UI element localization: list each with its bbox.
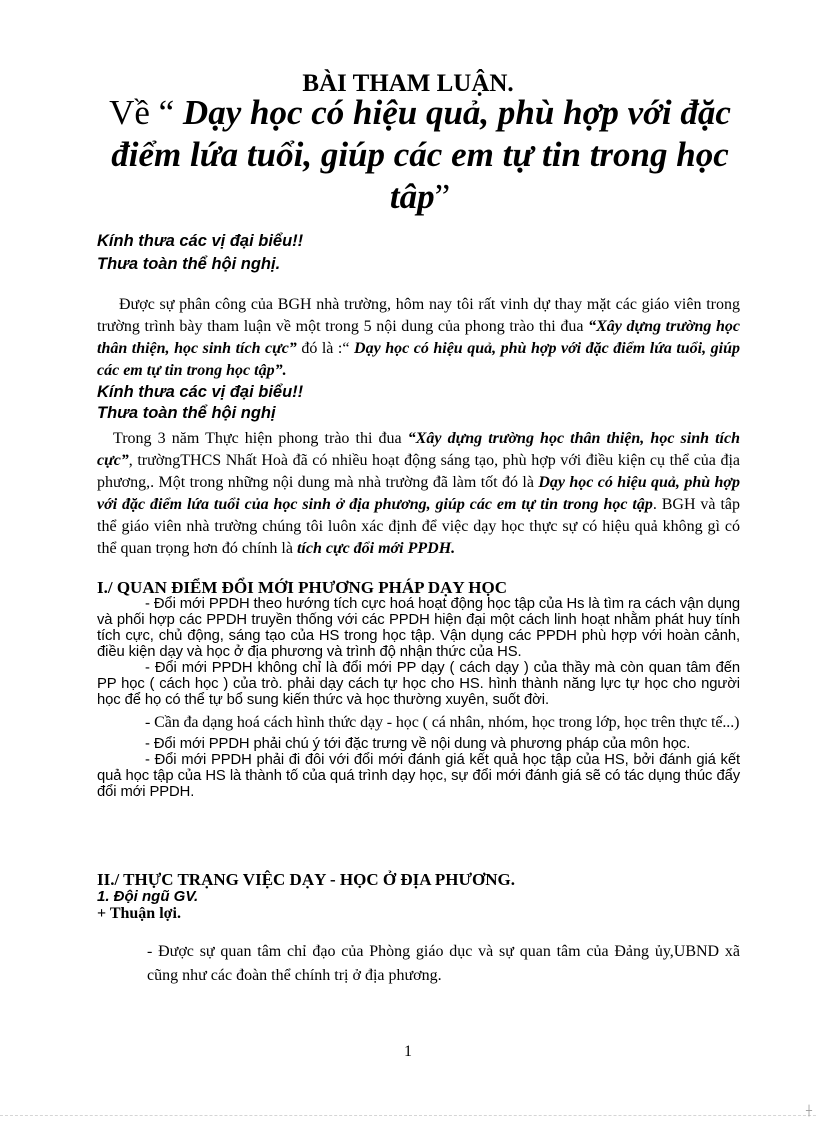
body-text-1: Trong 3 năm Thực hiện phong trào thi đua: [113, 430, 408, 447]
greeting-line-1: Kính thưa các vị đại biểu!!: [97, 232, 304, 250]
cursor-mark-icon: ┼: [806, 1106, 813, 1117]
list-item: - Đổi mới PPDH phải đi đôi với đổi mới đánh giá kết quả học tập của HS, bởi đánh giá kết quả học tập của HS là thành tố của quá trình dạy học, sự đổi mới đánh giá sẽ có tác dụng thúc đẩy đổi mới PPDH.: [97, 752, 740, 800]
intro-topic: Dạy học có hiệu quả, phù hợp với đặc điểm lứa tuổi, giúp các em tự tin trong học tập”.: [97, 340, 741, 379]
list-item: - Đổi mới PPDH theo hướng tích cực hoá hoạt động học tập của Hs là tìm ra cách vận dụng và phối hợp các PPDH truyền thống với các PPDH hiện đại một cách linh hoạt nhằm phát huy tính tích cực, chủ động, sáng tạo của HS trong học tập. Vận dụng các PPDH phù hợp với hoàn cảnh, điều kiện dạy và học ở địa phương và trình độ nhận thức của HS.: [97, 596, 740, 660]
section-2-heading: II./ THỰC TRẠNG VIỆC DẠY - HỌC Ở ĐỊA PHƯƠNG.: [97, 870, 515, 889]
greeting-line-2: Thưa toàn thể hội nghị.: [97, 255, 281, 273]
body-topic: Dạy học có hiệu quả, phù hợp với đặc điểm lứa tuổi của học sinh ở địa phương, giúp các em tự tin trong học tập: [97, 474, 741, 513]
list-item: - Cần đa dạng hoá cách hình thức dạy - học ( cá nhân, nhóm, học trong lớp, học trên thực tế...): [145, 714, 740, 731]
intro-text: Được sự phân công của BGH nhà trường, hôm nay tôi rất vinh dự thay mặt các giáo viên trong trường trình bày tham luận về một trong 5 nội dung của phong trào thi đua: [97, 296, 740, 335]
greeting2-line-2: Thưa toàn thể hội nghị: [97, 404, 276, 422]
body-conclusion: tích cực đổi mới PPDH.: [296, 540, 456, 557]
plus-sign: +: [97, 905, 110, 922]
document-title: BÀI THAM LUẬN.: [302, 70, 514, 97]
greeting2-line-1: Kính thưa các vị đại biểu!!: [97, 383, 304, 401]
list-item: - Đổi mới PPDH phải chú ý tới đặc trưng về nội dung và phương pháp của môn học.: [145, 736, 691, 752]
intro-movement-name: “Xây dựng trường học thân thiện, học sinh tích cực”: [97, 318, 741, 357]
section-1-list: [97, 596, 740, 800]
subtitle-prefix: Về “: [109, 93, 183, 132]
page-bottom-divider: [0, 1115, 816, 1116]
subtitle-quote: Dạy học có hiệu quả, phù hợp với đặc điểm lứa tuổi, giúp các em tự tin trong học tâp: [111, 93, 731, 216]
intro-text-2: đó là :“: [296, 340, 355, 357]
list-item: - Đổi mới PPDH không chỉ là đổi mới PP dạy ( cách dạy ) của thầy mà còn quan tâm đến PP học ( cách học ) của trò. phải dạy cách tự học cho HS. hình thành năng lực tự học cho người học để họ có thể tự bổ sung kiến thức và học thường xuyên, suốt đời.: [97, 660, 740, 708]
advantages-label: [97, 905, 181, 923]
section-2-subheading: 1. Đội ngũ GV.: [97, 888, 199, 905]
section-1-heading: I./ QUAN ĐIỂM ĐỔI MỚI PHƯƠNG PHÁP DẠY HỌC: [97, 578, 508, 597]
body-text-3: . BGH và tâp thể giáo viên nhà trường chúng tôi luôn xác định để việc dạy học thực sự có hiệu quả không gì có thể quan trọng hơn đó chính là: [97, 496, 740, 557]
body-text-2: , trườngTHCS Nhất Hoà đã có nhiều hoạt động sáng tạo, phù hợp với điều kiện cụ thể của địa phương,. Một trong những nội dung mà nhà trường đã làm tốt đó là: [97, 452, 740, 491]
advantages-item: - Được sự quan tâm chỉ đạo của Phòng giáo dục và sự quan tâm của Đảng ủy,UBND xã cũng như các đoàn thể chính trị ở địa phương.: [147, 943, 740, 984]
body-movement-name: “Xây dựng trường học thân thiện, học sinh tích cực”: [97, 430, 740, 469]
subtitle-suffix: ”: [434, 177, 451, 216]
intro-paragraph: [97, 294, 740, 382]
body-paragraph: [97, 428, 740, 560]
document-subtitle: [100, 92, 740, 218]
advantages-text: Thuận lợi.: [109, 905, 181, 922]
page-number: 1: [404, 1043, 412, 1060]
